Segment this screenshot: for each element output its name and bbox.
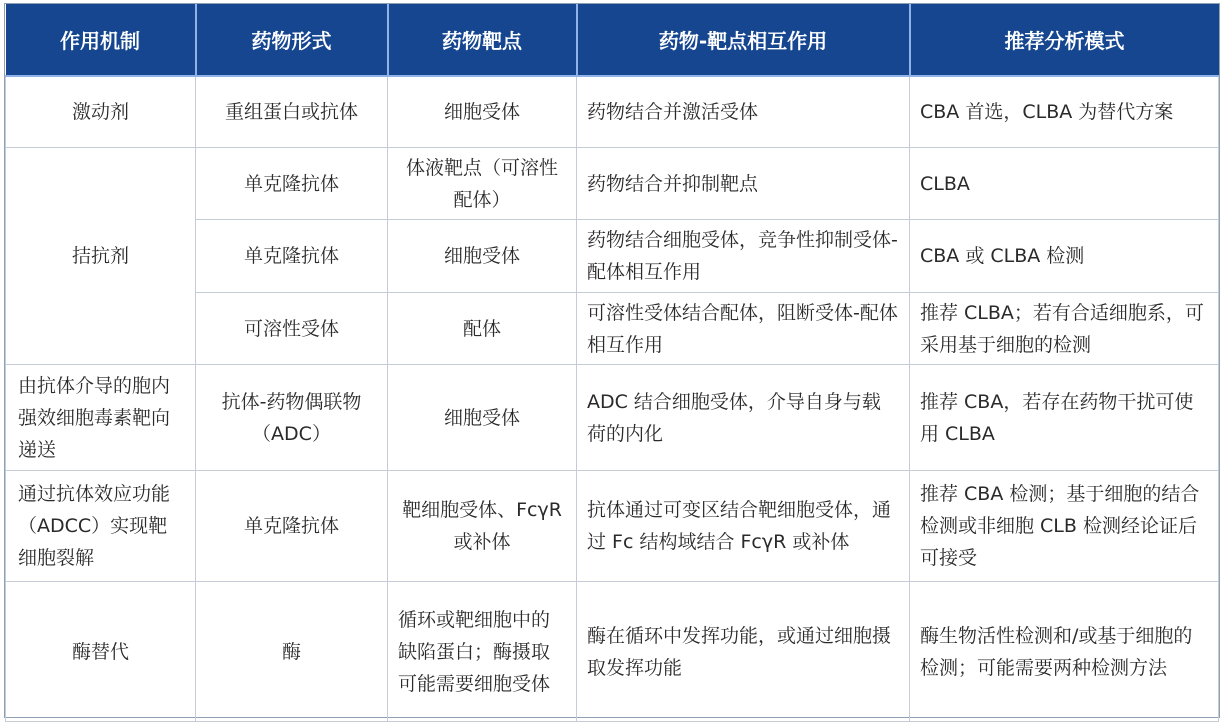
cell-target: 循环或靶细胞中的缺陷蛋白；酶摄取可能需要细胞受体 <box>388 582 577 722</box>
cell-target: 细胞受体 <box>388 365 577 471</box>
cell-target: 细胞受体 <box>388 220 577 293</box>
header-mechanism: 作用机制 <box>6 4 196 76</box>
cell-interaction: 可溶性受体结合配体，阻断受体-配体相互作用 <box>577 293 910 365</box>
header-drug-target: 药物靶点 <box>388 4 577 76</box>
cell-drug-form: 单克隆抗体 <box>196 148 388 220</box>
header-recommended-assay: 推荐分析模式 <box>910 4 1219 76</box>
table-row <box>6 471 1219 582</box>
cell-target: 靶细胞受体、FcγR 或补体 <box>388 471 577 582</box>
table-row <box>6 365 1219 471</box>
cell-target: 体液靶点（可溶性配体） <box>388 148 577 220</box>
header-interaction: 药物-靶点相互作用 <box>577 4 910 76</box>
cell-recommended: CBA 或 CLBA 检测 <box>910 220 1219 293</box>
cell-drug-form: 抗体-药物偶联物（ADC） <box>196 365 388 471</box>
cell-mechanism: 酶替代 <box>6 582 196 722</box>
cell-interaction: 药物结合并激活受体 <box>577 76 910 148</box>
cell-recommended: 酶生物活性检测和/或基于细胞的检测；可能需要两种检测方法 <box>910 582 1219 722</box>
cell-interaction: 药物结合细胞受体，竞争性抑制受体-配体相互作用 <box>577 220 910 293</box>
mechanism-assay-table <box>5 4 1219 722</box>
cell-recommended: CLBA <box>910 148 1219 220</box>
header-drug-form: 药物形式 <box>196 4 388 76</box>
cell-interaction: 药物结合并抑制靶点 <box>577 148 910 220</box>
cell-recommended: 推荐 CBA，若存在药物干扰可使用 CLBA <box>910 365 1219 471</box>
cell-mechanism: 激动剂 <box>6 76 196 148</box>
cell-drug-form: 单克隆抗体 <box>196 220 388 293</box>
cell-recommended: 推荐 CBA 检测；基于细胞的结合检测或非细胞 CLB 检测经论证后可接受 <box>910 471 1219 582</box>
cell-target: 配体 <box>388 293 577 365</box>
table-row <box>6 76 1219 148</box>
cell-drug-form: 可溶性受体 <box>196 293 388 365</box>
mechanism-table-frame <box>4 3 1220 718</box>
table-row <box>6 148 1219 220</box>
table-row <box>6 582 1219 722</box>
cell-drug-form: 单克隆抗体 <box>196 471 388 582</box>
cell-interaction: 酶在循环中发挥功能，或通过细胞摄取发挥功能 <box>577 582 910 722</box>
cell-recommended: CBA 首选，CLBA 为替代方案 <box>910 76 1219 148</box>
cell-mechanism: 由抗体介导的胞内强效细胞毒素靶向递送 <box>6 365 196 471</box>
cell-target: 细胞受体 <box>388 76 577 148</box>
cell-drug-form: 重组蛋白或抗体 <box>196 76 388 148</box>
table-header-row <box>6 4 1219 76</box>
cell-mechanism: 拮抗剂 <box>6 148 196 365</box>
cell-interaction: ADC 结合细胞受体，介导自身与载荷的内化 <box>577 365 910 471</box>
cell-recommended: 推荐 CLBA；若有合适细胞系，可采用基于细胞的检测 <box>910 293 1219 365</box>
cell-mechanism: 通过抗体效应功能（ADCC）实现靶细胞裂解 <box>6 471 196 582</box>
cell-drug-form: 酶 <box>196 582 388 722</box>
cell-interaction: 抗体通过可变区结合靶细胞受体，通过 Fc 结构域结合 FcγR 或补体 <box>577 471 910 582</box>
